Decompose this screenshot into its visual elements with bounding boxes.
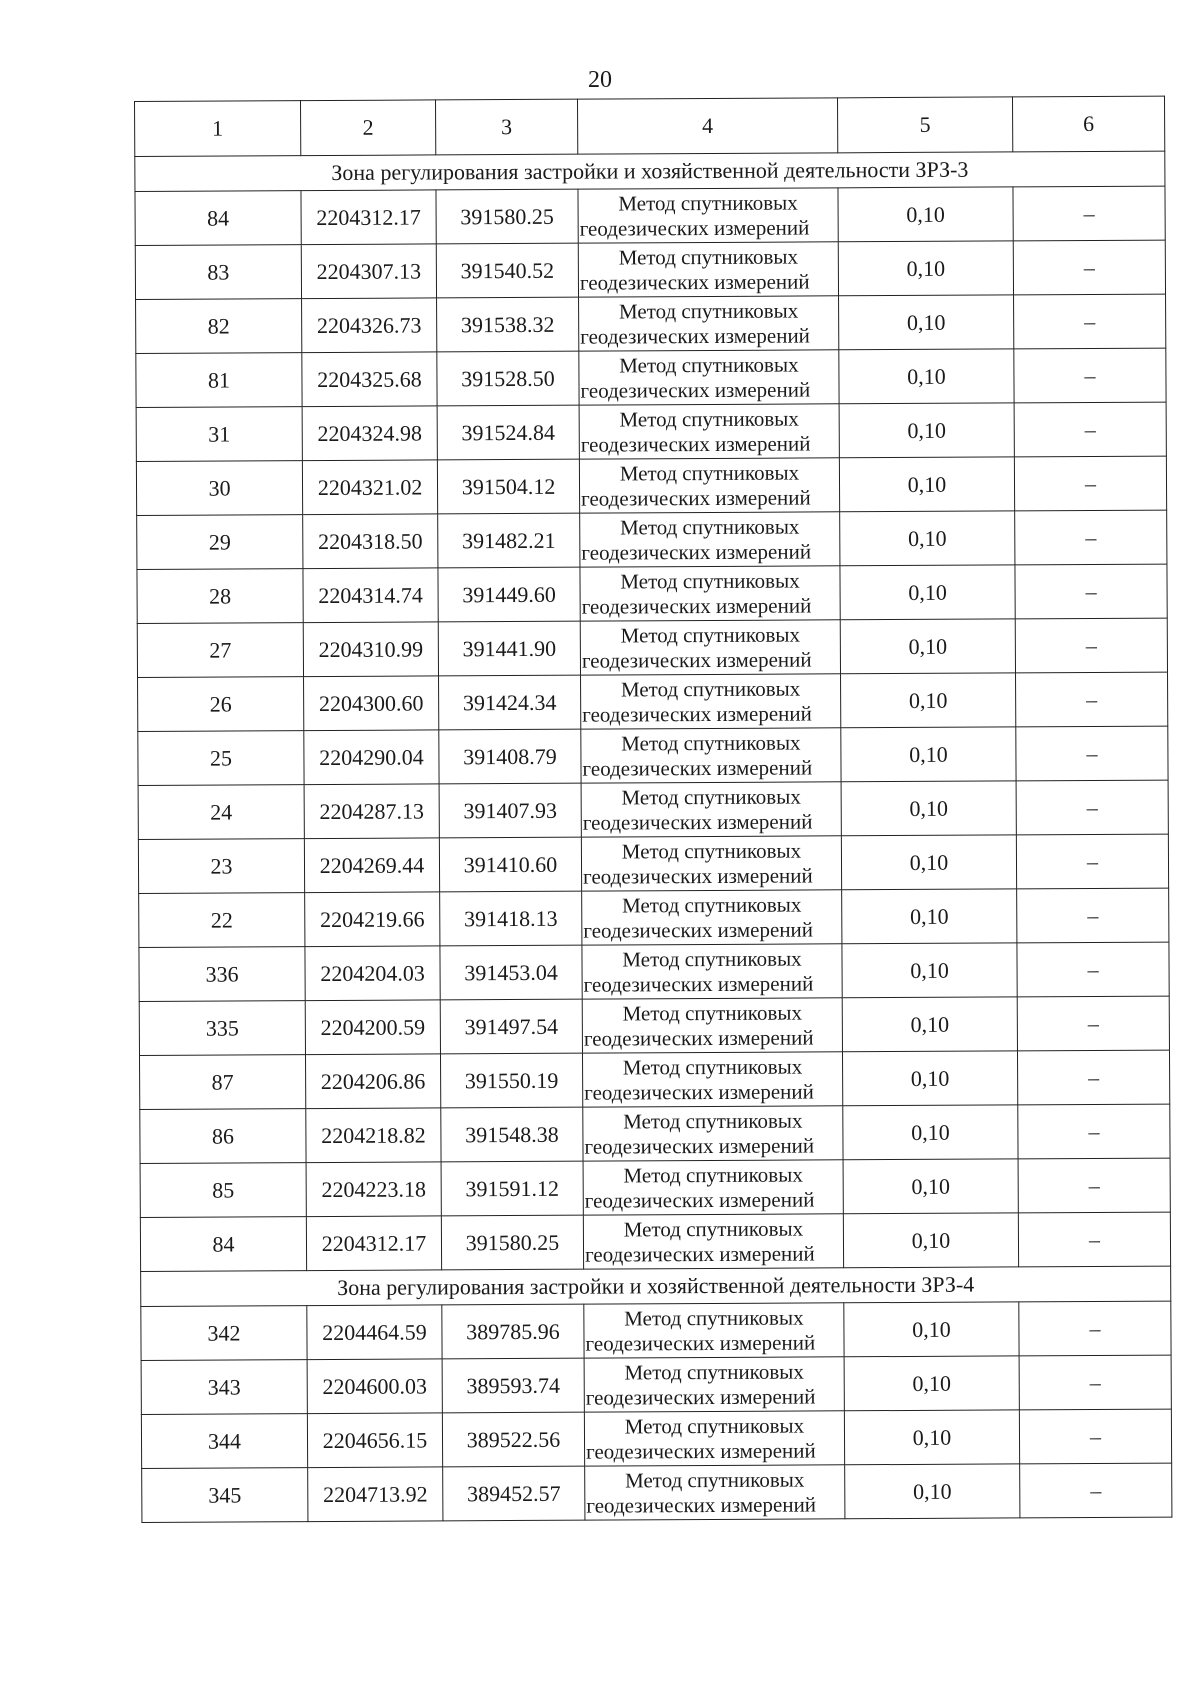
accuracy-cell: 0,10 <box>842 889 1017 944</box>
point-number-cell: 343 <box>141 1360 307 1415</box>
table-row <box>139 942 1169 1001</box>
point-number-cell: 30 <box>136 461 302 516</box>
method-line-2: геодезических измерений <box>579 268 810 295</box>
table-row <box>140 1104 1170 1163</box>
table-row <box>136 294 1166 353</box>
note-cell: – <box>1020 1463 1172 1518</box>
method-line-1: Метод спутниковых <box>619 352 799 377</box>
note-cell: – <box>1013 240 1165 295</box>
y-coordinate-cell: 389785.96 <box>442 1304 584 1359</box>
method-line-2: геодезических измерений <box>584 1078 814 1105</box>
y-coordinate-cell: 391407.93 <box>439 783 581 838</box>
note-cell: – <box>1015 564 1167 619</box>
table-row <box>142 1463 1172 1522</box>
method-line-2: геодезических измерений <box>581 484 811 511</box>
point-number-cell: 85 <box>140 1163 306 1218</box>
table-row <box>140 1212 1170 1271</box>
table-row <box>137 510 1167 569</box>
table-row <box>138 726 1168 785</box>
note-cell: – <box>1017 1050 1169 1105</box>
method-line-1: Метод спутниковых <box>621 730 801 755</box>
method-line-1: Метод спутниковых <box>624 1413 805 1438</box>
accuracy-cell: 0,10 <box>842 997 1017 1052</box>
point-number-cell: 342 <box>141 1306 307 1361</box>
note-cell: – <box>1019 1301 1171 1356</box>
y-coordinate-cell: 389452.57 <box>443 1466 585 1521</box>
method-cell <box>581 674 841 729</box>
x-coordinate-cell: 2204223.18 <box>306 1162 441 1217</box>
method-line-2: геодезических измерений <box>581 592 812 619</box>
zone-title: Зона регулирования застройки и хозяйственной деятельности ЗРЗ-4 <box>141 1266 1171 1306</box>
note-cell: – <box>1014 294 1166 349</box>
y-coordinate-cell: 391504.12 <box>437 459 579 514</box>
accuracy-cell: 0,10 <box>838 187 1013 242</box>
method-cell <box>582 1052 842 1107</box>
method-line-2: геодезических измерений <box>585 1329 816 1356</box>
note-cell: – <box>1013 186 1165 241</box>
page-number: 20 <box>588 67 612 93</box>
zone-title: Зона регулирования застройки и хозяйственной деятельности ЗРЗ-3 <box>135 151 1165 191</box>
table-row <box>139 996 1169 1055</box>
y-coordinate-cell: 391538.32 <box>437 297 579 352</box>
method-line-1: Метод спутниковых <box>622 1054 803 1079</box>
column-header: 6 <box>1012 96 1164 152</box>
table-row <box>135 240 1165 299</box>
method-line-1: Метод спутниковых <box>621 838 802 863</box>
y-coordinate-cell: 391580.25 <box>436 189 578 244</box>
x-coordinate-cell: 2204318.50 <box>303 514 438 569</box>
method-line-2: геодезических измерений <box>583 916 814 943</box>
note-cell: – <box>1017 996 1169 1051</box>
accuracy-cell: 0,10 <box>840 619 1015 674</box>
table-row <box>135 186 1165 245</box>
column-header: 2 <box>301 100 436 156</box>
y-coordinate-cell: 391408.79 <box>439 729 581 784</box>
method-cell <box>579 350 839 405</box>
y-coordinate-cell: 391497.54 <box>440 999 582 1054</box>
x-coordinate-cell: 2204269.44 <box>304 838 439 893</box>
accuracy-cell: 0,10 <box>839 295 1014 350</box>
y-coordinate-cell: 391410.60 <box>439 837 581 892</box>
method-line-1: Метод спутниковых <box>619 460 800 485</box>
method-cell <box>584 1411 844 1466</box>
method-line-2: геодезических измерений <box>585 1383 816 1410</box>
note-cell: – <box>1014 402 1166 457</box>
x-coordinate-cell: 2204204.03 <box>305 946 440 1001</box>
y-coordinate-cell: 391591.12 <box>441 1161 583 1216</box>
x-coordinate-cell: 2204310.99 <box>303 622 438 677</box>
accuracy-cell: 0,10 <box>838 241 1013 296</box>
x-coordinate-cell: 2204713.92 <box>308 1467 443 1522</box>
point-number-cell: 81 <box>136 353 302 408</box>
x-coordinate-cell: 2204321.02 <box>302 460 437 515</box>
accuracy-cell: 0,10 <box>841 727 1016 782</box>
table-row <box>136 456 1166 515</box>
x-coordinate-cell: 2204600.03 <box>307 1359 442 1414</box>
method-line-1: Метод спутниковых <box>620 514 800 539</box>
note-cell: – <box>1018 1212 1170 1267</box>
note-cell: – <box>1014 348 1166 403</box>
table-row <box>141 1355 1171 1414</box>
method-line-1: Метод спутниковых <box>624 1359 804 1384</box>
method-line-2: геодезических измерений <box>583 1024 814 1051</box>
method-line-1: Метод спутниковых <box>618 298 799 323</box>
method-line-2: геодезических измерений <box>586 1491 817 1518</box>
x-coordinate-cell: 2204300.60 <box>304 676 439 731</box>
method-cell <box>583 1214 843 1269</box>
x-coordinate-cell: 2204464.59 <box>307 1305 442 1360</box>
method-line-2: геодезических измерений <box>580 322 810 349</box>
method-line-2: геодезических измерений <box>579 214 810 241</box>
accuracy-cell: 0,10 <box>845 1464 1020 1519</box>
note-cell: – <box>1016 834 1168 889</box>
method-line-2: геодезических измерений <box>584 1240 815 1267</box>
method-line-1: Метод спутниковых <box>621 784 801 809</box>
method-line-1: Метод спутниковых <box>622 1000 802 1025</box>
point-number-cell: 28 <box>137 569 303 624</box>
x-coordinate-cell: 2204287.13 <box>304 784 439 839</box>
accuracy-cell: 0,10 <box>844 1302 1019 1357</box>
note-cell: – <box>1014 456 1166 511</box>
method-line-1: Метод спутниковых <box>618 244 799 269</box>
y-coordinate-cell: 389593.74 <box>442 1358 584 1413</box>
accuracy-cell: 0,10 <box>843 1213 1018 1268</box>
method-line-1: Метод спутниковых <box>621 892 802 917</box>
x-coordinate-cell: 2204656.15 <box>307 1413 442 1468</box>
method-line-2: геодезических измерений <box>582 808 813 835</box>
y-coordinate-cell: 391482.21 <box>438 513 580 568</box>
accuracy-cell: 0,10 <box>839 403 1014 458</box>
y-coordinate-cell: 391524.84 <box>437 405 579 460</box>
method-line-1: Метод спутниковых <box>623 1216 804 1241</box>
coordinates-table <box>134 96 1172 1523</box>
method-line-2: геодезических измерений <box>581 646 812 673</box>
x-coordinate-cell: 2204219.66 <box>305 892 440 947</box>
point-number-cell: 87 <box>139 1055 305 1110</box>
method-line-2: геодезических измерений <box>582 754 813 781</box>
point-number-cell: 27 <box>137 623 303 678</box>
method-line-2: геодезических измерений <box>583 970 814 997</box>
method-line-1: Метод спутниковых <box>620 622 801 647</box>
column-header: 4 <box>577 98 837 154</box>
note-cell: – <box>1019 1409 1171 1464</box>
table-row <box>136 348 1166 407</box>
method-line-2: геодезических измерений <box>584 1132 815 1159</box>
accuracy-cell: 0,10 <box>839 457 1014 512</box>
point-number-cell: 82 <box>136 299 302 354</box>
method-line-1: Метод спутниковых <box>618 190 798 215</box>
method-cell <box>581 782 841 837</box>
x-coordinate-cell: 2204206.86 <box>305 1054 440 1109</box>
y-coordinate-cell: 391449.60 <box>438 567 580 622</box>
point-number-cell: 25 <box>138 731 304 786</box>
accuracy-cell: 0,10 <box>841 673 1016 728</box>
accuracy-cell: 0,10 <box>842 943 1017 998</box>
note-cell: – <box>1019 1355 1171 1410</box>
note-cell: – <box>1017 888 1169 943</box>
method-line-2: геодезических измерений <box>582 700 812 727</box>
x-coordinate-cell: 2204312.17 <box>301 190 436 245</box>
method-cell <box>583 1106 843 1161</box>
method-line-1: Метод спутниковых <box>620 676 801 701</box>
note-cell: – <box>1017 942 1169 997</box>
accuracy-cell: 0,10 <box>843 1159 1018 1214</box>
method-line-2: геодезических измерений <box>580 430 811 457</box>
y-coordinate-cell: 391441.90 <box>438 621 580 676</box>
column-header: 1 <box>135 101 301 157</box>
method-cell <box>579 296 839 351</box>
table-row <box>136 402 1166 461</box>
point-number-cell: 86 <box>140 1109 306 1164</box>
y-coordinate-cell: 391580.25 <box>441 1215 583 1270</box>
y-coordinate-cell: 391528.50 <box>437 351 579 406</box>
method-cell <box>583 1160 843 1215</box>
method-line-1: Метод спутниковых <box>623 1108 803 1133</box>
y-coordinate-cell: 389522.56 <box>442 1412 584 1467</box>
method-line-2: геодезических измерений <box>580 376 811 403</box>
y-coordinate-cell: 391453.04 <box>440 945 582 1000</box>
method-cell <box>582 998 842 1053</box>
accuracy-cell: 0,10 <box>839 349 1014 404</box>
table-header-row <box>135 96 1165 156</box>
table-row <box>137 618 1167 677</box>
x-coordinate-cell: 2204325.68 <box>302 352 437 407</box>
method-line-1: Метод спутниковых <box>620 568 800 593</box>
method-cell <box>581 728 841 783</box>
point-number-cell: 29 <box>137 515 303 570</box>
method-cell <box>579 458 839 513</box>
method-line-1: Метод спутниковых <box>624 1305 804 1330</box>
accuracy-cell: 0,10 <box>843 1105 1018 1160</box>
x-coordinate-cell: 2204307.13 <box>301 244 436 299</box>
method-line-1: Метод спутниковых <box>623 1162 803 1187</box>
table-row <box>139 888 1169 947</box>
method-cell <box>582 890 842 945</box>
method-cell <box>584 1357 844 1412</box>
point-number-cell: 31 <box>136 407 302 462</box>
method-line-1: Метод спутниковых <box>619 406 799 431</box>
y-coordinate-cell: 391540.52 <box>436 243 578 298</box>
accuracy-cell: 0,10 <box>844 1356 1019 1411</box>
point-number-cell: 345 <box>142 1468 308 1523</box>
method-cell <box>585 1465 845 1520</box>
point-number-cell: 22 <box>139 893 305 948</box>
method-cell <box>579 404 839 459</box>
method-line-2: геодезических измерений <box>584 1186 815 1213</box>
note-cell: – <box>1015 618 1167 673</box>
table-row <box>137 564 1167 623</box>
x-coordinate-cell: 2204218.82 <box>306 1108 441 1163</box>
note-cell: – <box>1015 510 1167 565</box>
column-header: 3 <box>435 99 577 155</box>
table-row <box>140 1158 1170 1217</box>
x-coordinate-cell: 2204314.74 <box>303 568 438 623</box>
point-number-cell: 336 <box>139 947 305 1002</box>
accuracy-cell: 0,10 <box>844 1410 1019 1465</box>
table-row <box>141 1301 1171 1360</box>
point-number-cell: 83 <box>135 245 301 300</box>
x-coordinate-cell: 2204200.59 <box>305 1000 440 1055</box>
x-coordinate-cell: 2204290.04 <box>304 730 439 785</box>
note-cell: – <box>1016 780 1168 835</box>
note-cell: – <box>1016 726 1168 781</box>
column-header: 5 <box>837 97 1012 153</box>
y-coordinate-cell: 391418.13 <box>440 891 582 946</box>
zone-title-row <box>135 151 1165 191</box>
method-cell <box>580 620 840 675</box>
accuracy-cell: 0,10 <box>840 511 1015 566</box>
zone-title-row <box>141 1266 1171 1306</box>
accuracy-cell: 0,10 <box>841 781 1016 836</box>
method-line-2: геодезических измерений <box>586 1437 816 1464</box>
table-row <box>141 1409 1171 1468</box>
table-row <box>138 672 1168 731</box>
method-line-2: геодезических измерений <box>581 538 812 565</box>
accuracy-cell: 0,10 <box>841 835 1016 890</box>
table-row <box>138 834 1168 893</box>
method-line-2: геодезических измерений <box>583 862 813 889</box>
x-coordinate-cell: 2204326.73 <box>302 298 437 353</box>
point-number-cell: 24 <box>138 785 304 840</box>
point-number-cell: 26 <box>138 677 304 732</box>
method-line-1: Метод спутниковых <box>622 946 802 971</box>
method-cell <box>582 944 842 999</box>
y-coordinate-cell: 391548.38 <box>441 1107 583 1162</box>
table-row <box>138 780 1168 839</box>
table-body <box>135 96 1172 1522</box>
note-cell: – <box>1016 672 1168 727</box>
point-number-cell: 335 <box>139 1001 305 1056</box>
accuracy-cell: 0,10 <box>840 565 1015 620</box>
point-number-cell: 344 <box>141 1414 307 1469</box>
method-cell <box>578 188 838 243</box>
point-number-cell: 84 <box>140 1217 306 1272</box>
table-row <box>139 1050 1169 1109</box>
method-cell <box>578 242 838 297</box>
method-line-1: Метод спутниковых <box>624 1467 805 1492</box>
note-cell: – <box>1018 1158 1170 1213</box>
method-cell <box>580 512 840 567</box>
method-cell <box>584 1303 844 1358</box>
y-coordinate-cell: 391424.34 <box>439 675 581 730</box>
point-number-cell: 84 <box>135 191 301 246</box>
x-coordinate-cell: 2204324.98 <box>302 406 437 461</box>
accuracy-cell: 0,10 <box>842 1051 1017 1106</box>
method-cell <box>581 836 841 891</box>
note-cell: – <box>1018 1104 1170 1159</box>
x-coordinate-cell: 2204312.17 <box>306 1216 441 1271</box>
y-coordinate-cell: 391550.19 <box>440 1053 582 1108</box>
point-number-cell: 23 <box>138 839 304 894</box>
method-cell <box>580 566 840 621</box>
